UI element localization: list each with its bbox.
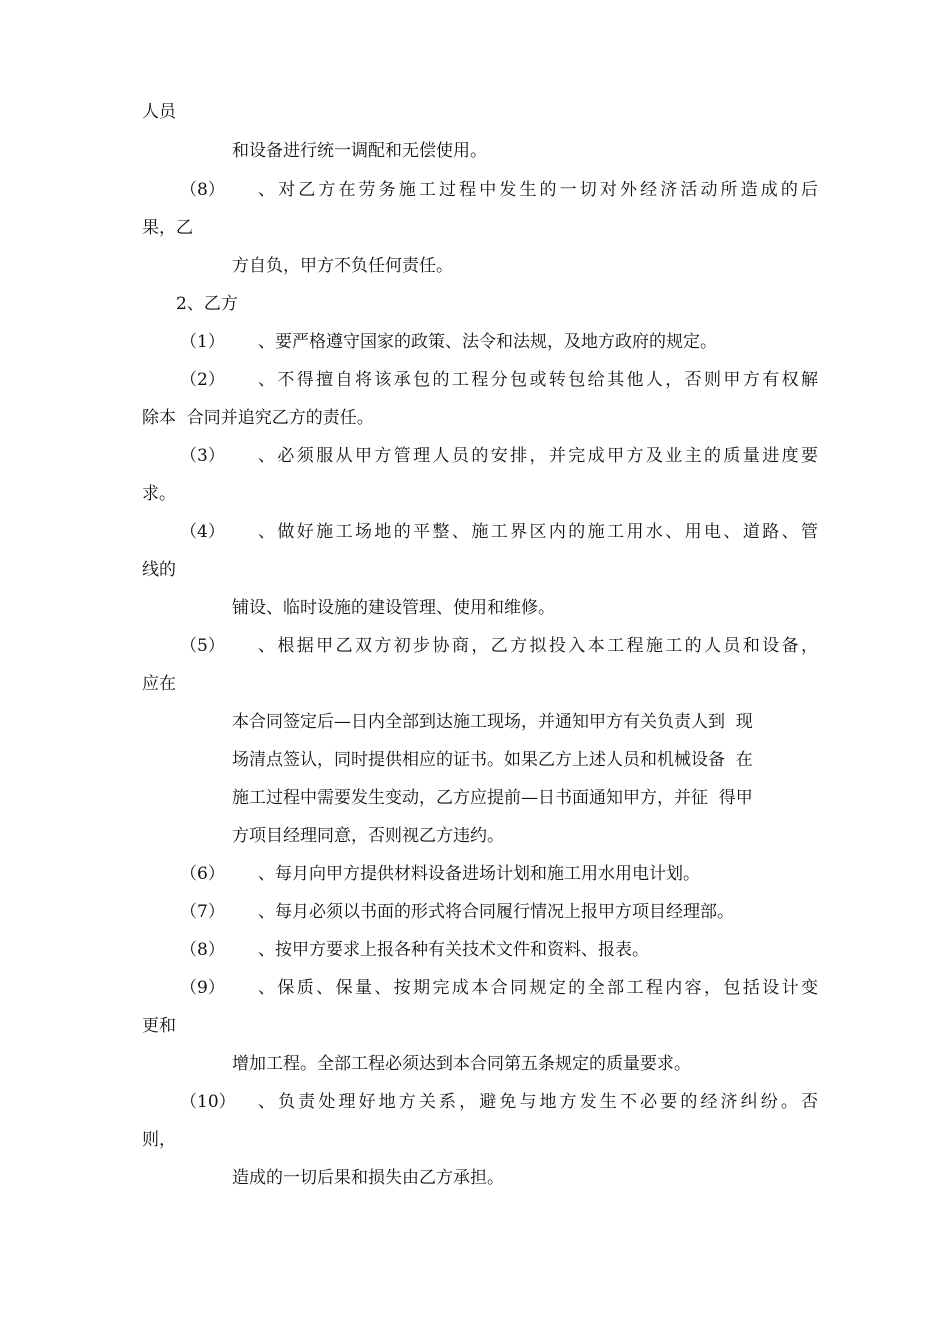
item-number: （8） bbox=[180, 940, 225, 960]
item-text: 、要严格遵守国家的政策、法令和法规，及地方政府的规定。 bbox=[258, 332, 717, 352]
item-text: 、每月向甲方提供材料设备进场计划和施工用水用电计划。 bbox=[258, 864, 700, 884]
item-text: 、必须服从甲方管理人员的安排，并完成甲方及业主的质量进度要 bbox=[258, 446, 818, 466]
text-line: 和设备进行统一调配和无偿使用。 bbox=[232, 141, 487, 161]
item-text: 、根据甲乙双方初步协商，乙方拟投入本工程施工的人员和设备， bbox=[258, 636, 818, 656]
text-line: 施工过程中需要发生变动，乙方应提前—日书面通知甲方，并征 得甲 bbox=[232, 788, 753, 808]
text-line: 本合同签定后—日内全部到达施工现场，并通知甲方有关负责人到 现 bbox=[232, 712, 753, 732]
item-text: 、按甲方要求上报各种有关技术文件和资料、报表。 bbox=[258, 940, 649, 960]
item-number: （1） bbox=[180, 332, 225, 352]
item-text: 、每月必须以书面的形式将合同履行情况上报甲方项目经理部。 bbox=[258, 902, 734, 922]
item-number: （6） bbox=[180, 864, 225, 884]
item-number: （7） bbox=[180, 902, 225, 922]
item-number: （2） bbox=[180, 370, 225, 390]
item-text: 、负责处理好地方关系，避免与地方发生不必要的经济纠纷。否 bbox=[258, 1092, 818, 1112]
item-text: 、对乙方在劳务施工过程中发生的一切对外经济活动所造成的后 bbox=[258, 180, 818, 200]
text-line: 铺设、临时设施的建设管理、使用和维修。 bbox=[232, 598, 555, 618]
text-line: 造成的一切后果和损失由乙方承担。 bbox=[232, 1168, 504, 1188]
text-line: 增加工程。全部工程必须达到本合同第五条规定的质量要求。 bbox=[232, 1054, 691, 1074]
item-number: （3） bbox=[180, 446, 225, 466]
text-line: 场清点签认，同时提供相应的证书。如果乙方上述人员和机械设备 在 bbox=[232, 750, 753, 770]
text-line: 除本 合同并追究乙方的责任。 bbox=[142, 408, 374, 428]
text-line: 方项目经理同意，否则视乙方违约。 bbox=[232, 826, 504, 846]
item-number: （9） bbox=[180, 978, 225, 998]
text-line: 果，乙 bbox=[142, 218, 193, 238]
text-line: 求。 bbox=[142, 484, 176, 504]
item-text: 、保质、保量、按期完成本合同规定的全部工程内容，包括设计变 bbox=[258, 978, 818, 998]
item-text: 、做好施工场地的平整、施工界区内的施工用水、用电、道路、管 bbox=[258, 522, 818, 542]
text-line: 则， bbox=[142, 1130, 176, 1150]
item-number: （10） bbox=[180, 1092, 236, 1112]
text-line: 人员 bbox=[142, 102, 176, 122]
item-number: （8） bbox=[180, 180, 225, 200]
text-line: 方自负，甲方不负任何责任。 bbox=[232, 256, 453, 276]
item-number: （5） bbox=[180, 636, 225, 656]
text-line: 更和 bbox=[142, 1016, 176, 1036]
text-line: 线的 bbox=[142, 560, 176, 580]
section-heading: 2、乙方 bbox=[176, 294, 238, 314]
text-line: 应在 bbox=[142, 674, 176, 694]
item-text: 、不得擅自将该承包的工程分包或转包给其他人，否则甲方有权解 bbox=[258, 370, 818, 390]
item-number: （4） bbox=[180, 522, 225, 542]
